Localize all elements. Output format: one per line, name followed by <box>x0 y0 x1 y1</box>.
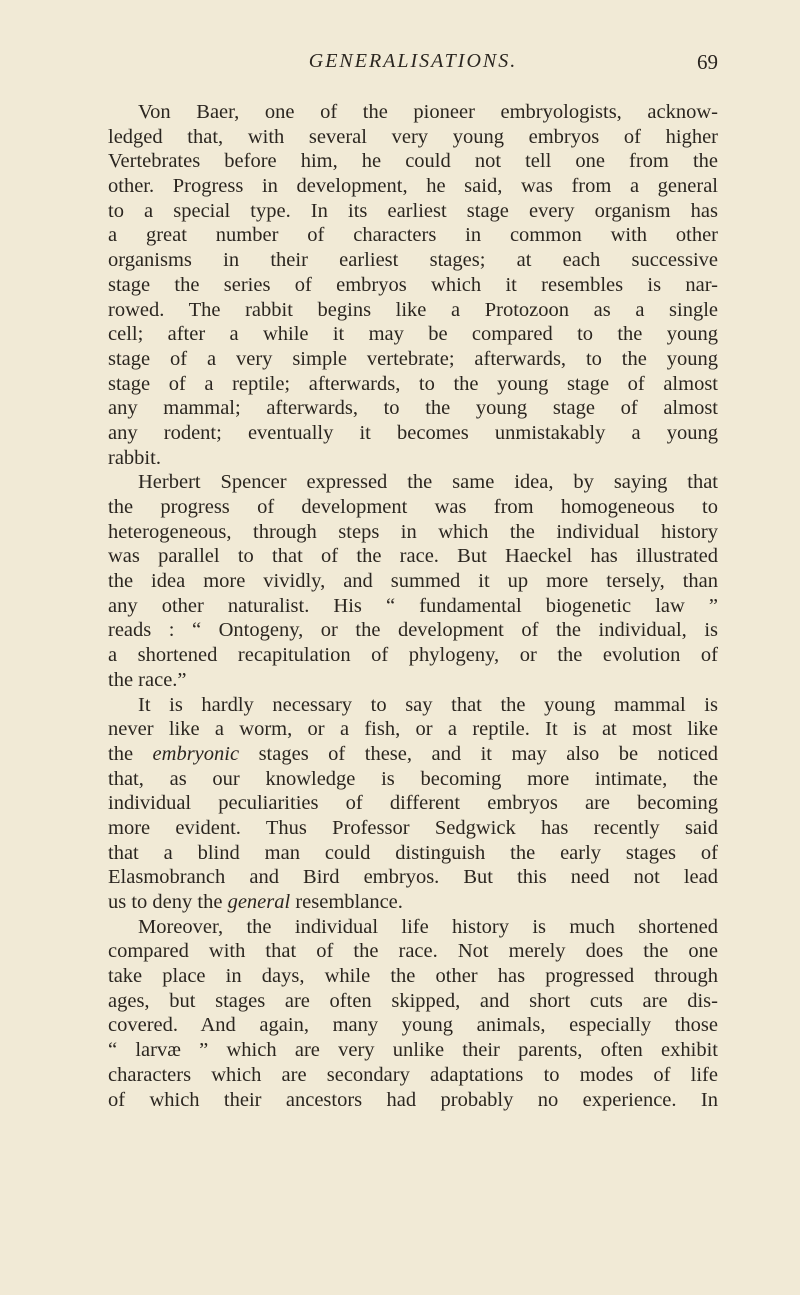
text-line: a great number of characters in common with other <box>108 224 718 247</box>
text-line: heterogeneous, through steps in which the individual history <box>108 520 718 543</box>
text-line: a shortened recapitulation of phylogeny, or the evolution of <box>108 644 718 667</box>
running-title: GENERALISATIONS. <box>308 50 518 72</box>
running-head <box>108 50 718 80</box>
text-run: us to deny the <box>108 891 228 913</box>
text-line: never like a worm, or a fish, or a reptile. It is at most like <box>108 718 718 741</box>
text-line: rowed. The rabbit begins like a Protozoon as a single <box>108 298 718 321</box>
emphasized-word: embryonic <box>152 742 240 765</box>
text-line: organisms in their earliest stages; at each successive <box>108 249 718 272</box>
text-line: compared with that of the race. Not merely does the one <box>108 940 718 963</box>
text-line: take place in days, while the other has progressed through <box>108 965 718 988</box>
text-line: Elasmobranch and Bird embryos. But this need not lead <box>108 866 718 889</box>
text-line <box>108 742 718 767</box>
text-line: stage the series of embryos which it resembles is nar- <box>108 273 718 296</box>
text-line: Vertebrates before him, he could not tell one from the <box>108 150 718 173</box>
text-line: any mammal; afterwards, to the young stage of almost <box>108 397 718 420</box>
text-line: stage of a very simple vertebrate; afterwards, to the young <box>108 347 718 370</box>
text-line: more evident. Thus Professor Sedgwick has recently said <box>108 816 718 839</box>
text-run: stages of these, and it may also be noticed <box>239 742 718 765</box>
text-line <box>108 890 718 915</box>
emphasized-word: general <box>227 891 291 913</box>
text-line: “ larvæ ” which are very unlike their parents, often exhibit <box>108 1039 718 1062</box>
text-line: cell; after a while it may be compared to the young <box>108 323 718 346</box>
text-line: to a special type. In its earliest stage every organism has <box>108 199 718 222</box>
text-line: ledged that, with several very young embryos of higher <box>108 125 718 148</box>
text-run: the <box>108 742 153 765</box>
text-line: characters which are secondary adaptations to modes of life <box>108 1063 718 1086</box>
text-line: the idea more vividly, and summed it up more tersely, than <box>108 570 718 593</box>
text-line: the race.” <box>108 668 187 691</box>
text-line: reads : “ Ontogeny, or the development of the individual, is <box>108 619 718 642</box>
text-line: that a blind man could distinguish the early stages of <box>108 841 718 864</box>
text-line: Moreover, the individual life history is much shortened <box>138 915 718 938</box>
text-line: any rodent; eventually it becomes unmistakably a young <box>108 421 718 444</box>
text-line: Herbert Spencer expressed the same idea, by saying that <box>138 471 718 494</box>
text-line: Von Baer, one of the pioneer embryologists, acknow- <box>138 101 718 123</box>
page-number: 69 <box>697 50 718 74</box>
text-line: the progress of development was from homogeneous to <box>108 496 718 518</box>
text-run: resemblance. <box>290 891 403 913</box>
text-line: was parallel to that of the race. But Haeckel has illustrated <box>108 545 718 568</box>
text-line: of which their ancestors had probably no experience. In <box>108 1088 718 1111</box>
text-line: rabbit. <box>108 446 161 469</box>
text-line: that, as our knowledge is becoming more intimate, the <box>108 767 718 790</box>
text-line: individual peculiarities of different embryos are becoming <box>108 792 718 815</box>
text-line: stage of a reptile; afterwards, to the young stage of almost <box>108 372 718 395</box>
text-line: ages, but stages are often skipped, and short cuts are dis- <box>108 989 718 1012</box>
text-line: other. Progress in development, he said, was from a general <box>108 175 718 198</box>
text-line: any other naturalist. His “ fundamental biogenetic law ” <box>108 594 718 617</box>
text-line: It is hardly necessary to say that the young mammal is <box>138 693 718 716</box>
body-text <box>108 100 718 1112</box>
text-line: covered. And again, many young animals, especially those <box>108 1014 718 1037</box>
